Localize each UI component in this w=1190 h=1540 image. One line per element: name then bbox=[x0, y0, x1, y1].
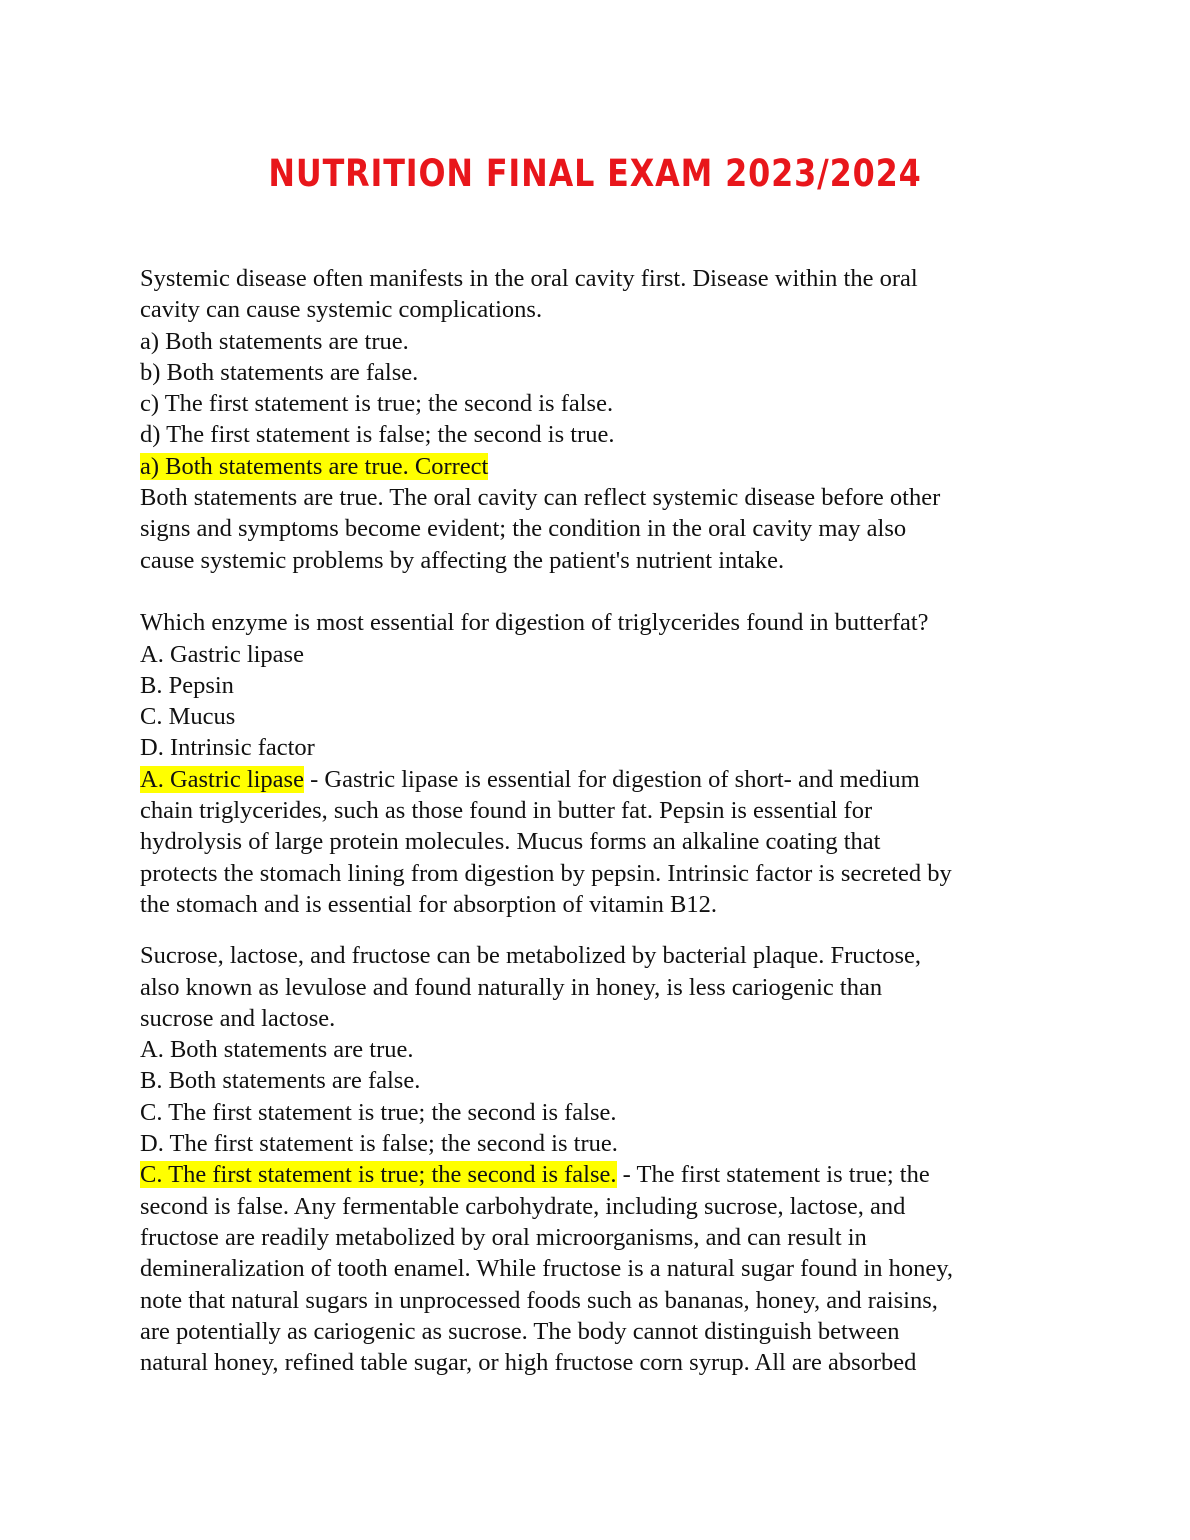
question-1 bbox=[140, 263, 1060, 576]
option-b: b) Both statements are false. bbox=[140, 358, 419, 386]
question-text-line: Which enzyme is most essential for digestion of triglycerides found in butterfat? bbox=[140, 609, 929, 637]
page-title: NUTRITION FINAL EXAM 2023/2024 bbox=[268, 152, 922, 195]
answer-line bbox=[140, 764, 1060, 795]
document-body bbox=[140, 263, 1060, 1378]
question-3 bbox=[140, 940, 1060, 1378]
explanation-line: the stomach and is essential for absorption of vitamin B12. bbox=[140, 890, 718, 918]
option-c: C. Mucus bbox=[140, 703, 236, 731]
option-a: a) Both statements are true. bbox=[140, 327, 409, 355]
highlighted-answer: C. The first statement is true; the second is false. bbox=[140, 1161, 617, 1189]
explanation-line: hydrolysis of large protein molecules. Mucus forms an alkaline coating that bbox=[140, 828, 881, 856]
highlighted-answer: a) Both statements are true. Correct bbox=[140, 452, 489, 480]
explanation-line: are potentially as cariogenic as sucrose. The body cannot distinguish between bbox=[140, 1317, 900, 1345]
explanation-line: chain triglycerides, such as those found in butter fat. Pepsin is essential for bbox=[140, 797, 873, 825]
explanation-line: second is false. Any fermentable carbohydrate, including sucrose, lactose, and bbox=[140, 1192, 906, 1220]
option-c: C. The first statement is true; the second is false. bbox=[140, 1098, 617, 1126]
explanation-line: Both statements are true. The oral cavity can reflect systemic disease before other bbox=[140, 484, 941, 512]
answer-line bbox=[140, 451, 1060, 482]
option-d: D. The first statement is false; the second is true. bbox=[140, 1130, 618, 1158]
explanation-line: demineralization of tooth enamel. While fructose is a natural sugar found in honey, bbox=[140, 1255, 954, 1283]
spacer bbox=[140, 920, 1060, 940]
option-d: d) The first statement is false; the second is true. bbox=[140, 421, 615, 449]
option-a: A. Gastric lipase bbox=[140, 640, 304, 668]
explanation-line: fructose are readily metabolized by oral microorganisms, and can result in bbox=[140, 1223, 867, 1251]
question-text-line: also known as levulose and found naturally in honey, is less cariogenic than bbox=[140, 973, 883, 1001]
explanation-line: signs and symptoms become evident; the condition in the oral cavity may also bbox=[140, 515, 907, 543]
explanation-line: protects the stomach lining from digestion by pepsin. Intrinsic factor is secreted by bbox=[140, 859, 952, 887]
highlighted-answer: A. Gastric lipase bbox=[140, 765, 304, 793]
question-text-line: Systemic disease often manifests in the oral cavity first. Disease within the oral bbox=[140, 265, 918, 292]
answer-line bbox=[140, 1159, 1060, 1190]
explanation-line: note that natural sugars in unprocessed foods such as bananas, honey, and raisins, bbox=[140, 1286, 938, 1314]
question-text-line: Sucrose, lactose, and fructose can be metabolized by bacterial plaque. Fructose, bbox=[140, 942, 921, 970]
question-2 bbox=[140, 607, 1060, 920]
answer-explanation-start: - The first statement is true; the bbox=[616, 1161, 930, 1189]
option-a: A. Both statements are true. bbox=[140, 1036, 414, 1064]
question-text-line: cavity can cause systemic complications. bbox=[140, 296, 543, 324]
option-b: B. Pepsin bbox=[140, 671, 234, 699]
option-b: B. Both statements are false. bbox=[140, 1067, 421, 1095]
option-d: D. Intrinsic factor bbox=[140, 734, 315, 762]
answer-explanation-start: - Gastric lipase is essential for digestion of short- and medium bbox=[303, 765, 920, 793]
explanation-line: natural honey, refined table sugar, or high fructose corn syrup. All are absorbed bbox=[140, 1349, 917, 1377]
option-c: c) The first statement is true; the second is false. bbox=[140, 390, 614, 418]
explanation-line: cause systemic problems by affecting the patient's nutrient intake. bbox=[140, 546, 785, 574]
spacer bbox=[140, 576, 1060, 607]
question-text-line: sucrose and lactose. bbox=[140, 1004, 336, 1032]
